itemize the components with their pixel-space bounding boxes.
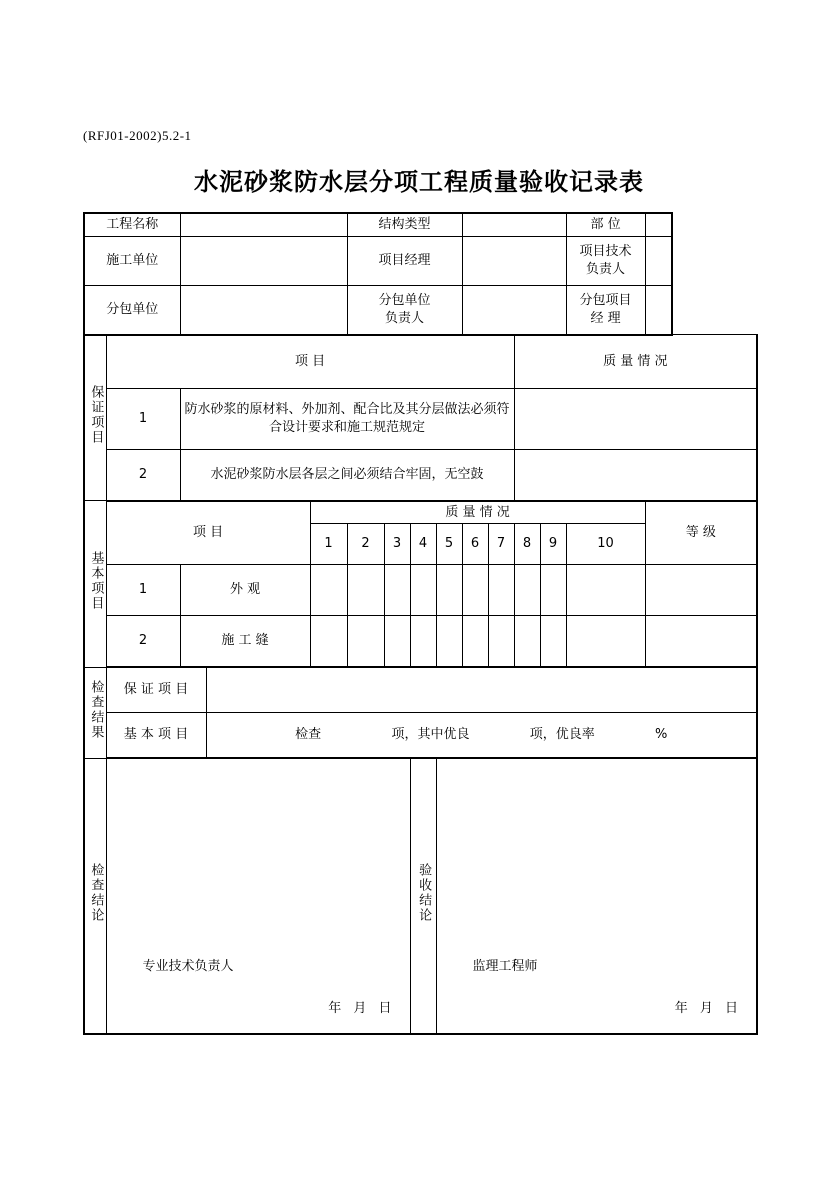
table-row	[84, 449, 757, 501]
basic-row-text-2: 施 工 缝	[180, 616, 310, 668]
field-value-project-manager[interactable]	[462, 236, 566, 285]
field-value-position[interactable]	[645, 213, 672, 236]
basic-cell-2-4[interactable]	[410, 616, 436, 668]
basic-row-no-1: 1	[106, 565, 180, 616]
section-label-check-conclusion: 检查结论	[84, 758, 106, 1034]
guarantee-col-item: 项 目	[106, 335, 514, 389]
table-row	[84, 565, 757, 616]
field-label-subcontractor: 分包单位	[84, 285, 180, 335]
field-label-construction-unit: 施工单位	[84, 236, 180, 285]
basic-cell-2-1[interactable]	[310, 616, 347, 668]
field-label-structure-type: 结构类型	[347, 213, 462, 236]
field-value-structure-type[interactable]	[462, 213, 566, 236]
basic-row-text-1: 外 观	[180, 565, 310, 616]
basic-cell-1-4[interactable]	[410, 565, 436, 616]
basic-row-grade-1[interactable]	[645, 565, 757, 616]
table-row	[84, 501, 757, 524]
section-label-acceptance-conclusion: 验收结论	[410, 758, 436, 1034]
check-text-1: 检查	[295, 727, 322, 743]
table-row	[84, 616, 757, 668]
check-result-label-basic: 基 本 项 目	[106, 713, 206, 759]
guarantee-row-text-1: 防水砂浆的原材料、外加剂、配合比及其分层做法必须符合设计要求和施工规范规定	[180, 388, 514, 449]
field-value-subcontract-manager[interactable]	[645, 285, 672, 335]
guarantee-col-quality: 质 量 情 况	[514, 335, 757, 389]
basic-cell-2-3[interactable]	[384, 616, 410, 668]
basic-cell-1-6[interactable]	[462, 565, 488, 616]
guarantee-row-quality-1[interactable]	[514, 388, 757, 449]
check-text-3: 项，优良率	[529, 727, 595, 743]
guarantee-row-no-1: 1	[106, 388, 180, 449]
basic-quality-col-7: 7	[488, 524, 514, 565]
basic-cell-1-7[interactable]	[488, 565, 514, 616]
basic-cell-1-5[interactable]	[436, 565, 462, 616]
basic-quality-col-10: 10	[566, 524, 645, 565]
basic-quality-col-8: 8	[514, 524, 540, 565]
check-text-2: 项，其中优良	[391, 727, 470, 743]
basic-cell-2-6[interactable]	[462, 616, 488, 668]
section-label-check-result: 检查结果	[84, 667, 106, 758]
basic-cell-2-10[interactable]	[566, 616, 645, 668]
basic-quality-col-9: 9	[540, 524, 566, 565]
document-code: (RFJ01-2002)5.2-1	[83, 128, 192, 143]
field-label-project-name: 工程名称	[84, 213, 180, 236]
section-label-guarantee: 保证项目	[84, 335, 106, 501]
basic-cell-1-2[interactable]	[347, 565, 384, 616]
basic-cell-2-8[interactable]	[514, 616, 540, 668]
basic-quality-col-2: 2	[347, 524, 384, 565]
quality-acceptance-form	[83, 212, 758, 1035]
table-row	[84, 667, 757, 713]
basic-cell-1-9[interactable]	[540, 565, 566, 616]
basic-quality-col-1: 1	[310, 524, 347, 565]
basic-row-grade-2[interactable]	[645, 616, 757, 668]
acceptance-conclusion-area[interactable]	[436, 758, 757, 1034]
table-row	[84, 213, 757, 236]
check-result-label-guarantee: 保 证 项 目	[106, 667, 206, 713]
acceptance-conclusion-date: 年 月 日	[674, 1000, 743, 1016]
basic-cell-1-10[interactable]	[566, 565, 645, 616]
page-title: 水泥砂浆防水层分项工程质量验收记录表	[194, 168, 644, 196]
check-result-value-guarantee[interactable]	[206, 667, 757, 713]
basic-quality-col-3: 3	[384, 524, 410, 565]
check-conclusion-signature: 专业技术负责人	[142, 958, 234, 974]
table-row	[84, 713, 757, 759]
field-label-tech-leader: 项目技术 负责人	[566, 236, 645, 285]
section-label-basic: 基本项目	[84, 501, 106, 668]
check-result-value-basic[interactable]	[206, 713, 757, 759]
field-value-subcontractor[interactable]	[180, 285, 347, 335]
field-label-subcontractor-leader: 分包单位 负责人	[347, 285, 462, 335]
field-value-project-name[interactable]	[180, 213, 347, 236]
basic-row-no-2: 2	[106, 616, 180, 668]
basic-cell-2-7[interactable]	[488, 616, 514, 668]
basic-col-item: 项 目	[106, 501, 310, 565]
check-conclusion-date: 年 月 日	[328, 1000, 396, 1016]
field-label-project-manager: 项目经理	[347, 236, 462, 285]
basic-quality-col-4: 4	[410, 524, 436, 565]
field-value-construction-unit[interactable]	[180, 236, 347, 285]
table-row	[84, 285, 757, 335]
check-conclusion-area[interactable]	[106, 758, 410, 1034]
acceptance-conclusion-signature: 监理工程师	[472, 958, 538, 974]
field-label-position: 部 位	[566, 213, 645, 236]
guarantee-row-text-2: 水泥砂浆防水层各层之间必须结合牢固，无空鼓	[180, 449, 514, 501]
field-value-tech-leader[interactable]	[645, 236, 672, 285]
table-row	[84, 335, 757, 389]
basic-quality-col-6: 6	[462, 524, 488, 565]
table-row	[84, 236, 757, 285]
basic-cell-2-5[interactable]	[436, 616, 462, 668]
guarantee-row-no-2: 2	[106, 449, 180, 501]
basic-col-grade: 等 级	[645, 501, 757, 565]
basic-cell-2-2[interactable]	[347, 616, 384, 668]
field-value-subcontractor-leader[interactable]	[462, 285, 566, 335]
guarantee-row-quality-2[interactable]	[514, 449, 757, 501]
basic-cell-2-9[interactable]	[540, 616, 566, 668]
basic-cell-1-3[interactable]	[384, 565, 410, 616]
basic-col-quality: 质 量 情 况	[310, 501, 645, 524]
field-label-subcontract-manager: 分包项目 经 理	[566, 285, 645, 335]
basic-cell-1-8[interactable]	[514, 565, 540, 616]
table-row	[84, 388, 757, 449]
basic-cell-1-1[interactable]	[310, 565, 347, 616]
table-row	[84, 758, 757, 1034]
check-text-4: %	[655, 727, 668, 743]
basic-quality-col-5: 5	[436, 524, 462, 565]
